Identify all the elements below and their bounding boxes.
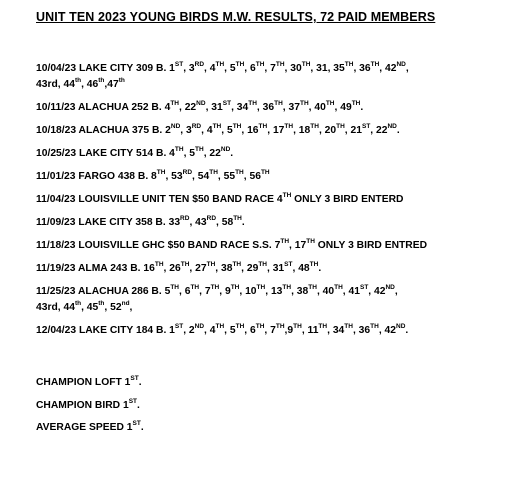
ordinal-suffix: ND [220,146,231,154]
ordinal-suffix: TH [215,323,225,331]
ordinal-suffix: ND [387,123,397,131]
ordinal-suffix: ST [174,61,184,69]
race-result-line: 11/04/23 LOUISVILLE UNIT TEN $50 BAND RACE 4TH ONLY 3 BIRD ENTERD [36,192,404,205]
race-result-entry [36,193,496,206]
ordinal-suffix: TH [351,100,361,108]
ordinal-suffix: TH [310,123,319,131]
race-result-entry [36,239,496,252]
ordinal-suffix: TH [209,169,218,177]
ordinal-suffix: TH [195,146,204,154]
summary-average-speed: AVERAGE SPEED 1ST. [36,420,144,433]
ordinal-suffix: TH [170,284,179,292]
ordinal-suffix: ST [128,398,137,406]
race-result-line: 12/04/23 LAKE CITY 184 B. 1ST, 2ND, 4TH, 5TH, 6TH, 7TH,9TH, 11TH, 34TH, 36TH, 42ND. [36,323,409,336]
ordinal-suffix: TH [258,261,267,269]
race-result-entry [36,262,496,275]
ordinal-suffix: TH [308,284,317,292]
ordinal-suffix: ND [170,123,181,131]
ordinal-suffix: TH [275,323,285,331]
ordinal-suffix: TH [156,169,166,177]
ordinal-suffix: RD [191,123,202,131]
ordinal-suffix: TH [344,61,354,69]
race-result-line: 11/09/23 LAKE CITY 358 B. 33RD, 43RD, 58TH. [36,215,245,228]
ordinal-suffix: TH [215,61,225,69]
ordinal-suffix: TH [336,123,345,131]
race-result-entry [36,216,496,229]
race-result-entry [36,62,496,91]
ordinal-suffix: th [118,77,125,85]
race-result-line: 11/18/23 LOUISVILLE GHC $50 BAND RACE S.S. 7TH, 17TH ONLY 3 BIRD ENTRED [36,238,428,251]
ordinal-suffix: TH [334,284,343,292]
race-result-line: 10/25/23 LAKE CITY 514 B. 4TH, 5TH, 22ND. [36,146,234,159]
ordinal-suffix: TH [235,323,245,331]
race-result-entry [36,147,496,160]
race-result-entry [36,324,496,337]
race-result-entry [36,285,496,314]
ordinal-suffix: TH [260,169,270,177]
ordinal-suffix: TH [325,100,335,108]
race-result-entry [36,124,496,137]
ordinal-suffix: TH [210,284,220,292]
ordinal-suffix: TH [274,100,283,108]
race-result-line: 11/01/23 FARGO 438 B. 8TH, 53RD, 54TH, 55TH, 56TH [36,169,270,182]
ordinal-suffix: ST [284,261,293,269]
ordinal-suffix: TH [280,238,290,246]
ordinal-suffix: TH [235,169,244,177]
ordinal-suffix: TH [255,61,265,69]
ordinal-suffix: ND [385,284,395,292]
ordinal-suffix: TH [344,323,353,331]
ordinal-suffix: TH [212,123,222,131]
ordinal-suffix: ND [196,100,206,108]
ordinal-suffix: TH [318,323,328,331]
race-result-entry [36,170,496,183]
race-result-line: 43rd, 44th, 46th,47th [36,77,125,90]
ordinal-suffix: TH [255,323,265,331]
ordinal-suffix: TH [282,284,292,292]
race-result-line: 11/25/23 ALACHUA 286 B. 5TH, 6TH, 7TH, 9TH, 10TH, 13TH, 38TH, 40TH, 41ST, 42ND, [36,284,398,297]
ordinal-suffix: TH [248,100,257,108]
summary-champion-bird: CHAMPION BIRD 1ST. [36,398,140,411]
ordinal-suffix: TH [306,238,315,246]
ordinal-suffix: TH [232,123,242,131]
race-result-entry [36,101,496,114]
ordinal-suffix: TH [190,284,200,292]
ordinal-suffix: TH [154,261,164,269]
ordinal-suffix: ST [130,375,139,383]
ordinal-suffix: TH [206,261,216,269]
ordinal-suffix: th [74,77,82,85]
ordinal-suffix: TH [174,146,184,154]
race-result-line: 10/11/23 ALACHUA 252 B. 4TH, 22ND, 31ST, 34TH, 36TH, 37TH, 40TH, 49TH. [36,100,364,113]
ordinal-suffix: TH [170,100,179,108]
ordinal-suffix: TH [230,284,240,292]
ordinal-suffix: TH [232,261,242,269]
ordinal-suffix: th [98,300,105,308]
race-result-line: 10/18/23 ALACHUA 375 B. 2ND, 3RD, 4TH, 5TH, 16TH, 17TH, 18TH, 20TH, 21ST, 22ND. [36,123,400,136]
ordinal-suffix: TH [180,261,190,269]
ordinal-suffix: RD [206,215,217,223]
ordinal-suffix: TH [370,323,379,331]
ordinal-suffix: ST [359,284,369,292]
race-result-line: 43rd, 44th, 45th, 52nd, [36,300,133,313]
ordinal-suffix: TH [256,284,266,292]
ordinal-suffix: TH [284,123,294,131]
ordinal-suffix: TH [299,100,309,108]
ordinal-suffix: ND [396,323,406,331]
ordinal-suffix: ST [222,100,232,108]
ordinal-suffix: TH [275,61,285,69]
ordinal-suffix: ND [194,323,205,331]
ordinal-suffix: TH [235,61,245,69]
ordinal-suffix: ND [396,61,406,69]
ordinal-suffix: RD [180,215,190,223]
race-result-line: 11/19/23 ALMA 243 B. 16TH, 26TH, 27TH, 38TH, 29TH, 31ST, 48TH. [36,261,322,274]
ordinal-suffix: RD [194,61,205,69]
ordinal-suffix: ST [361,123,371,131]
ordinal-suffix: TH [370,61,380,69]
ordinal-suffix: RD [182,169,193,177]
ordinal-suffix: th [98,77,105,85]
race-results-list [36,62,496,347]
summary-champion-loft: CHAMPION LOFT 1ST. [36,375,142,388]
ordinal-suffix: nd [121,300,130,308]
ordinal-suffix: TH [233,215,242,223]
ordinal-suffix: TH [258,123,268,131]
race-result-line: 10/04/23 LAKE CITY 309 B. 1ST, 3RD, 4TH, 5TH, 6TH, 7TH, 30TH, 31, 35TH, 36TH, 42ND, [36,61,409,74]
ordinal-suffix: ST [132,420,141,428]
ordinal-suffix: TH [301,61,311,69]
ordinal-suffix: ST [174,323,184,331]
ordinal-suffix: TH [309,261,319,269]
ordinal-suffix: TH [293,323,302,331]
page-title: UNIT TEN 2023 YOUNG BIRDS M.W. RESULTS, 72 PAID MEMBERS [36,10,436,24]
ordinal-suffix: TH [282,192,292,200]
ordinal-suffix: th [74,300,82,308]
